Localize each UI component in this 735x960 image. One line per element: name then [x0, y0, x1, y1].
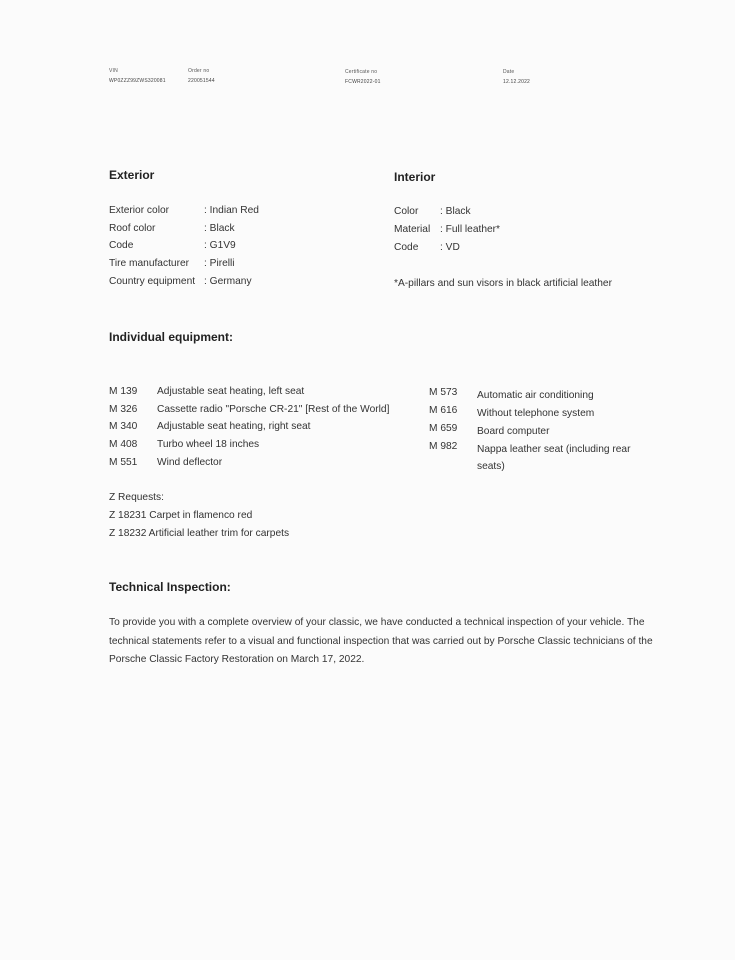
equipment-desc: Cassette radio "Porsche CR-21" [Rest of the World]	[157, 404, 390, 415]
z-request-item: Z 18231 Carpet in flamenco red	[109, 510, 253, 521]
equipment-desc: Automatic air conditioning	[477, 390, 594, 401]
equipment-desc: Adjustable seat heating, left seat	[157, 386, 305, 397]
exterior-key: Tire manufacturer	[109, 258, 190, 269]
interior-key: Material	[394, 224, 431, 235]
exterior-value: : G1V9	[204, 240, 236, 251]
z-request-item: Z 18232 Artificial leather trim for carpets	[109, 528, 290, 539]
exterior-value: : Black	[204, 223, 235, 234]
exterior-title: Exterior	[109, 168, 155, 182]
equipment-code: M 340	[109, 421, 138, 432]
date-value: 12.12.2022	[503, 79, 531, 85]
exterior-key: Roof color	[109, 223, 156, 234]
interior-value: : Black	[440, 206, 471, 217]
equipment-code: M 573	[429, 387, 458, 398]
interior-key: Color	[394, 206, 419, 217]
equipment-code: M 982	[429, 441, 458, 452]
equipment-desc: Turbo wheel 18 inches	[157, 439, 260, 450]
exterior-value: : Pirelli	[204, 258, 235, 269]
z-requests-label: Z Requests:	[109, 492, 164, 503]
technical-title: Technical Inspection:	[109, 580, 231, 594]
date-label: Date	[503, 69, 515, 75]
equipment-code: M 326	[109, 404, 138, 415]
equipment-desc: Without telephone system	[477, 408, 595, 419]
equipment-code: M 551	[109, 457, 138, 468]
vin-label: VIN	[109, 68, 118, 74]
interior-title: Interior	[394, 170, 436, 184]
certificate-label: Certificate no	[345, 69, 378, 75]
interior-key: Code	[394, 242, 419, 253]
equipment-code: M 139	[109, 386, 138, 397]
equipment-desc: Adjustable seat heating, right seat	[157, 421, 311, 432]
interior-note: *A-pillars and sun visors in black artificial leather	[394, 278, 612, 289]
exterior-key: Exterior color	[109, 205, 170, 216]
equipment-title: Individual equipment:	[109, 330, 234, 344]
equipment-desc: Board computer	[477, 426, 550, 437]
interior-value: : Full leather*	[440, 224, 501, 235]
equipment-desc: Nappa leather seat (including rear seats)	[477, 444, 631, 472]
equipment-code: M 616	[429, 405, 458, 416]
technical-paragraph: To provide you with a complete overview of your classic, we have conducted a technical inspection of your vehicle. The technical statements refer to a visual and functional inspection that was carried out by Porsche Classic technicians of the Porsche Classic Factory Restoration on March 17, 2022.	[109, 617, 653, 665]
certificate-value: FCWR2022-01	[345, 79, 381, 85]
interior-value: : VD	[440, 242, 460, 253]
order-value: 220051544	[188, 78, 215, 84]
equipment-desc: Wind deflector	[157, 457, 223, 468]
equipment-code: M 408	[109, 439, 138, 450]
exterior-value: : Germany	[204, 276, 252, 287]
exterior-key: Code	[109, 240, 134, 251]
exterior-value: : Indian Red	[204, 205, 259, 216]
exterior-key: Country equipment	[109, 276, 196, 287]
equipment-code: M 659	[429, 423, 458, 434]
vin-value: WP0ZZZ99ZWS320081	[109, 78, 166, 84]
order-label: Order no	[188, 68, 210, 74]
